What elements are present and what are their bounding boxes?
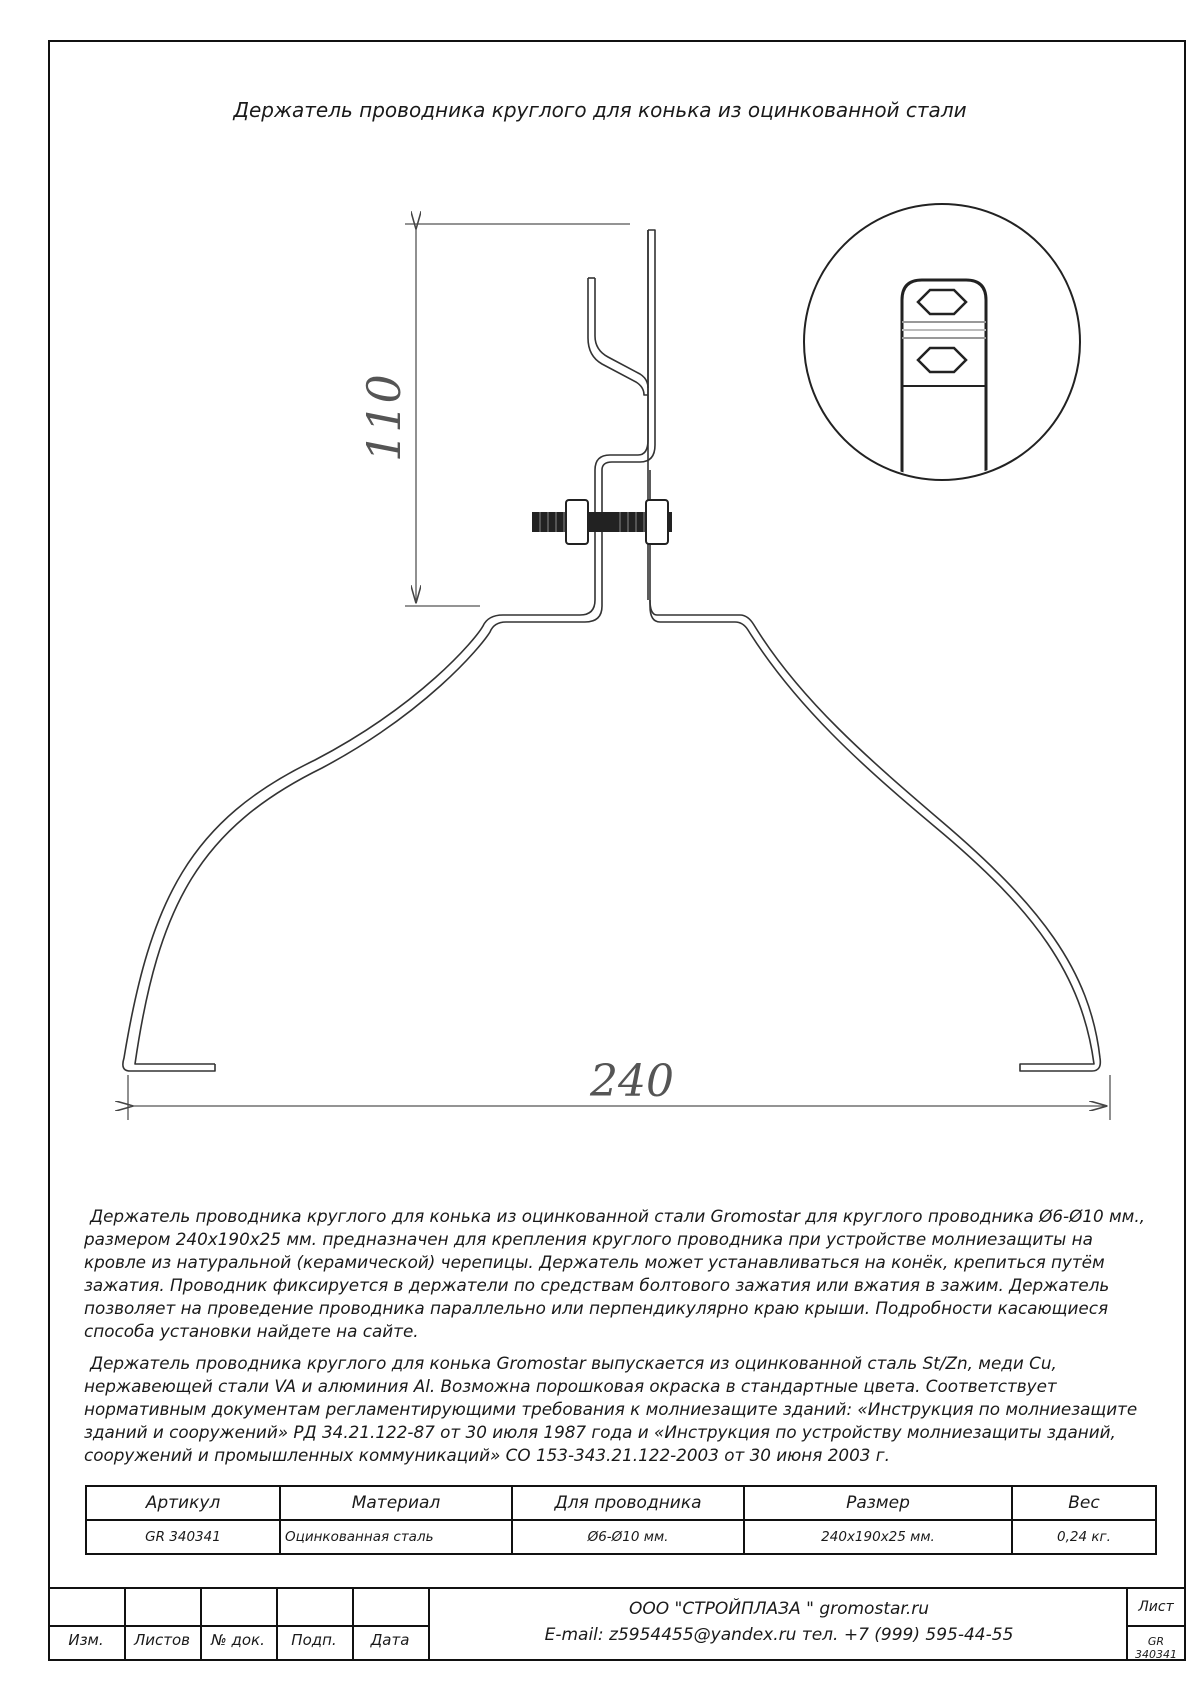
description-paragraph: Держатель проводника круглого для конька из оцинкованной стали Gromostar для круглого проводника Ø6-Ø10 мм., размером 240x190x25 мм. предназначен для крепления круглого проводника при устройстве молниезащиты на кровле из натуральной (керамической) черепицы. Держатель может устанавливаться на конёк, крепиться путём зажатия. Проводник фиксируется в держатели по средствам болтового зажатия или вжатия в зажим. Держатель позволяет на проведение проводника параллельно или перпендикулярно краю крыши. Подробности касающиеся способа установки найдете на сайте. xyxy=(84,1206,1145,1341)
height-dimension xyxy=(405,224,630,606)
col-size: Размер xyxy=(744,1486,1012,1520)
col-conductor: Для проводника xyxy=(512,1486,744,1520)
stamp-label-signature: Подп. xyxy=(291,1631,337,1649)
detail-view xyxy=(804,204,1080,480)
col-weight: Вес xyxy=(1012,1486,1156,1520)
spec-table-header xyxy=(86,1486,1156,1520)
col-article: Артикул xyxy=(86,1486,280,1520)
height-dimension-label: 110 xyxy=(357,374,411,462)
cell-weight: 0,24 кг. xyxy=(1012,1520,1156,1554)
stamp-label-change: Изм. xyxy=(68,1631,104,1649)
description xyxy=(84,1205,1159,1476)
table-row xyxy=(86,1520,1156,1554)
page-title: Держатель проводника круглого для конька из оцинкованной стали xyxy=(233,98,967,122)
cell-size: 240x190x25 мм. xyxy=(744,1520,1012,1554)
width-dimension-label: 240 xyxy=(590,1056,674,1107)
description-paragraph: Держатель проводника круглого для конька Gromostar выпускается из оцинкованной сталь St/Zn, меди Cu, нержавеющей стали VA и алюминия Al. Возможна порошковая окраска в стандартные цвета. Соответствует нормативным документам регламентирующими требования к молниезащите зданий: «Инструкция по молниезащите зданий и сооружений» РД 34.21.122-87 от 30 июля 1987 года и «Инструкция по устройству молниезащиты зданий, сооружений и промышленных коммуникаций» СО 153-343.21.122-2003 от 30 июня 2003 г. xyxy=(84,1353,1138,1465)
company-name: ООО "СТРОЙПЛАЗА " gromostar.ru xyxy=(629,1599,929,1619)
cell-article: GR 340341 xyxy=(86,1520,280,1554)
stamp-label-doc-number: № док. xyxy=(211,1631,265,1649)
cell-conductor: Ø6-Ø10 мм. xyxy=(512,1520,744,1554)
company-contacts: E-mail: z5954455@yandex.ru тел. +7 (999) 595-44-55 xyxy=(544,1625,1014,1645)
stamp-label-sheets: Листов xyxy=(133,1631,191,1649)
cell-material: Оцинкованная сталь xyxy=(280,1520,512,1554)
stamp-label-date: Дата xyxy=(370,1631,410,1649)
col-material: Материал xyxy=(280,1486,512,1520)
spec-table xyxy=(85,1485,1157,1555)
title-block xyxy=(48,1587,1186,1661)
sheet-code: GR 340341 xyxy=(1135,1635,1177,1661)
sheet-label: Лист xyxy=(1138,1599,1174,1615)
